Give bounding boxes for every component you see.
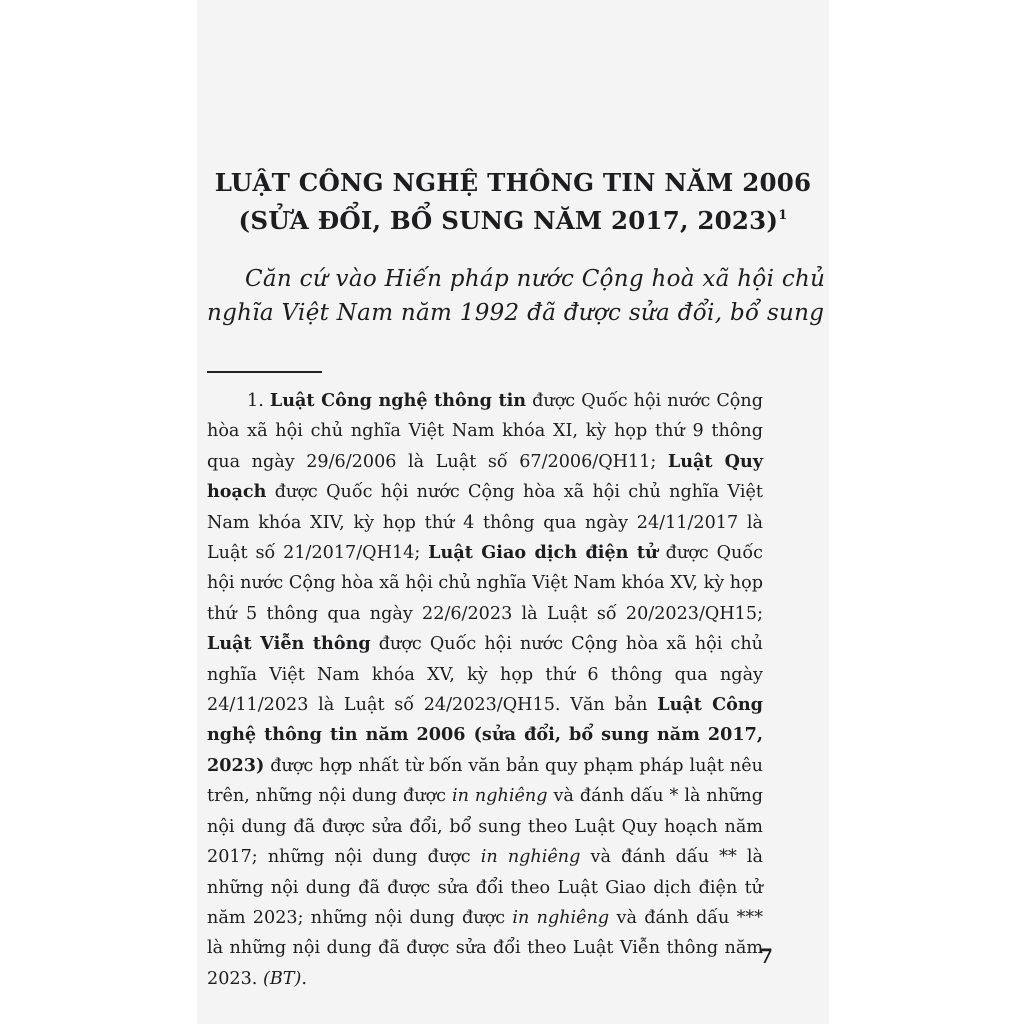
footnote-segment-normal: và đánh dấu *** là những nội dung đã được sửa đổi theo Luật Viễn thông năm 2023. bbox=[207, 907, 764, 989]
footnote-segment-bold: Luật Viễn thông bbox=[207, 633, 371, 655]
footnote-segment-normal: và đánh dấu ** là những nội dung đã được sửa đổi theo Luật Giao dịch điện tử năm 2023; những nội dung được bbox=[207, 847, 764, 928]
footnote-segment-italic: in nghiêng bbox=[480, 847, 581, 868]
footnote-segment-normal: 1. bbox=[247, 391, 270, 411]
law-title-line-2 bbox=[197, 206, 829, 235]
footnote-segment-normal: được Quốc hội nước Cộng hòa xã hội chủ nghĩa Việt Nam khóa XV, kỳ họp thứ 6 thông qua ngày 24/11/2023 là Luật số 24/2023/QH15. Văn bản bbox=[207, 634, 763, 716]
footnote-segment-normal: và đánh dấu * là những nội dung đã được sửa đổi, bổ sung theo Luật Quy hoạch năm 2017; những nội dung được bbox=[207, 786, 763, 868]
law-title-line-2-text: (SỬA ĐỔI, BỔ SUNG NĂM 2017, 2023) bbox=[238, 206, 779, 235]
footnote-segment-normal: được Quốc hội nước Cộng hòa xã hội chủ nghĩa Việt Nam khóa XI, kỳ họp thứ 9 thông qua ngày 29/6/2006 là Luật số 67/2006/QH11; bbox=[207, 391, 763, 472]
footnote-reference-marker: 1 bbox=[778, 208, 788, 223]
law-title-line-1 bbox=[197, 168, 829, 197]
preamble-line-1: Căn cứ vào Hiến pháp nước Cộng hoà xã hội chủ bbox=[245, 266, 826, 292]
footnote-segment-italic: in nghiêng bbox=[452, 786, 548, 807]
book-page bbox=[197, 0, 829, 1024]
law-title-line-1-text: LUẬT CÔNG NGHỆ THÔNG TIN NĂM 2006 bbox=[214, 168, 812, 197]
footnote-segment-normal: được Quốc hội nước Cộng hòa xã hội chủ nghĩa Việt Nam khóa XIV, kỳ họp thứ 4 thông qua ngày 24/11/2017 là Luật số 21/2017/QH14; bbox=[207, 482, 763, 564]
footnote-segment-normal: được hợp nhất từ bốn văn bản quy phạm pháp luật nêu trên, những nội dung được bbox=[207, 755, 763, 807]
footnote-segment-italic: (BT) bbox=[262, 968, 302, 989]
footnote-segment-bold: Luật Giao dịch điện tử bbox=[428, 542, 658, 564]
footnote-segment-italic: in nghiêng bbox=[512, 907, 610, 928]
footnote-segment-bold: Luật Công nghệ thông tin năm 2006 (sửa đổi, bổ sung năm 2017, 2023) bbox=[207, 694, 763, 776]
footnote-text bbox=[207, 386, 763, 994]
footnote-segment-bold: Luật Quy hoạch bbox=[207, 450, 764, 503]
footnote-segment-normal: . bbox=[301, 968, 307, 989]
footnote-segment-bold: Luật Công nghệ thông tin bbox=[269, 390, 527, 411]
page-number: 7 bbox=[759, 944, 773, 968]
footnote-separator-rule bbox=[207, 371, 322, 373]
footnote-segment-normal: được Quốc hội nước Cộng hòa xã hội chủ nghĩa Việt Nam khóa XV, kỳ họp thứ 5 thông qua ngày 22/6/2023 là Luật số 20/2023/QH15; bbox=[207, 543, 763, 624]
preamble-line-2: nghĩa Việt Nam năm 1992 đã được sửa đổi, bổ sung bbox=[207, 300, 825, 326]
